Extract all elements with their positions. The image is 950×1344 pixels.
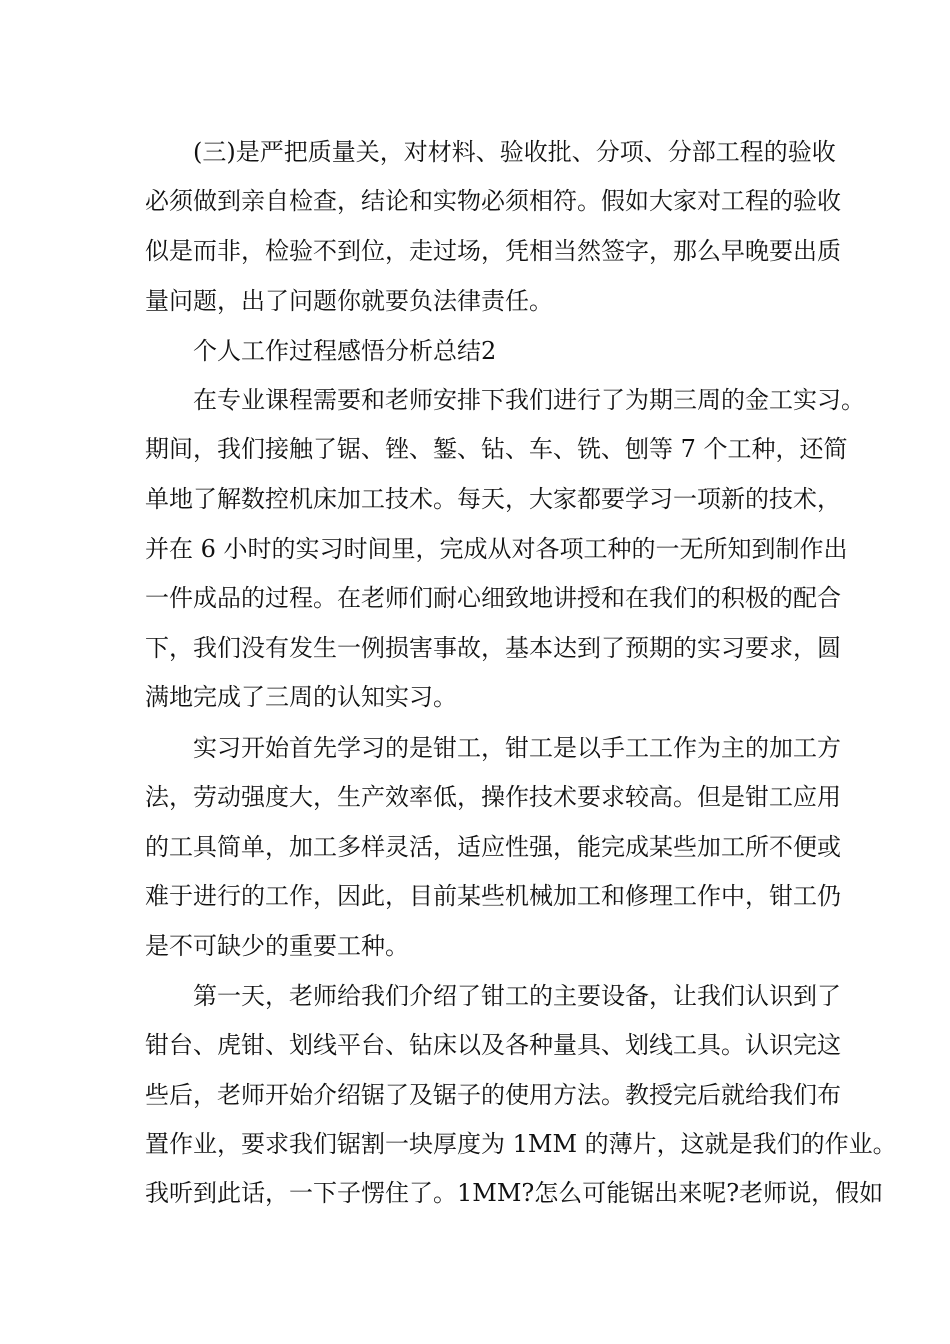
paragraph-1-line-3: 似是而非，检验不到位，走过场，凭相当然签字，那么早晚要出质 xyxy=(145,237,841,265)
paragraph-2-line-1: 在专业课程需要和老师安排下我们进行了为期三周的金工实习。 xyxy=(193,386,865,414)
section-heading: 个人工作过程感悟分析总结2 xyxy=(193,337,497,365)
paragraph-4-line-5: 我听到此话，一下子愣住了。1MM?怎么可能锯出来呢?老师说，假如 xyxy=(145,1179,884,1207)
paragraph-4-line-2: 钳台、虎钳、划线平台、钻床以及各种量具、划线工具。认识完这 xyxy=(145,1031,841,1059)
paragraph-2-line-7: 满地完成了三周的认知实习。 xyxy=(145,683,457,711)
paragraph-3-line-1: 实习开始首先学习的是钳工，钳工是以手工工作为主的加工方 xyxy=(193,734,841,762)
paragraph-3-line-3: 的工具简单，加工多样灵活，适应性强，能完成某些加工所不便或 xyxy=(145,833,841,861)
paragraph-4-line-4: 置作业，要求我们锯割一块厚度为 1MM 的薄片，这就是我们的作业。 xyxy=(145,1130,897,1158)
paragraph-2-line-3: 单地了解数控机床加工技术。每天，大家都要学习一项新的技术， xyxy=(145,485,841,513)
paragraph-3-line-5: 是不可缺少的重要工种。 xyxy=(145,932,409,960)
paragraph-1-line-4: 量问题，出了问题你就要负法律责任。 xyxy=(145,287,553,315)
paragraph-1-line-1: (三)是严把质量关，对材料、验收批、分项、分部工程的验收 xyxy=(193,138,836,166)
paragraph-4-line-1: 第一天，老师给我们介绍了钳工的主要设备，让我们认识到了 xyxy=(193,982,841,1010)
paragraph-3-line-4: 难于进行的工作，因此，目前某些机械加工和修理工作中，钳工仍 xyxy=(145,882,841,910)
paragraph-2-line-5: 一件成品的过程。在老师们耐心细致地讲授和在我们的积极的配合 xyxy=(145,584,841,612)
paragraph-2-line-4: 并在 6 小时的实习时间里，完成从对各项工种的一无所知到制作出 xyxy=(145,535,848,563)
paragraph-3-line-2: 法，劳动强度大，生产效率低，操作技术要求较高。但是钳工应用 xyxy=(145,783,841,811)
paragraph-2-line-2: 期间，我们接触了锯、锉、錾、钻、车、铣、刨等 7 个工种，还简 xyxy=(145,435,848,463)
paragraph-4-line-3: 些后，老师开始介绍锯了及锯子的使用方法。教授完后就给我们布 xyxy=(145,1081,841,1109)
paragraph-2-line-6: 下，我们没有发生一例损害事故，基本达到了预期的实习要求，圆 xyxy=(145,634,841,662)
paragraph-1-line-2: 必须做到亲自检查，结论和实物必须相符。假如大家对工程的验收 xyxy=(145,187,841,215)
